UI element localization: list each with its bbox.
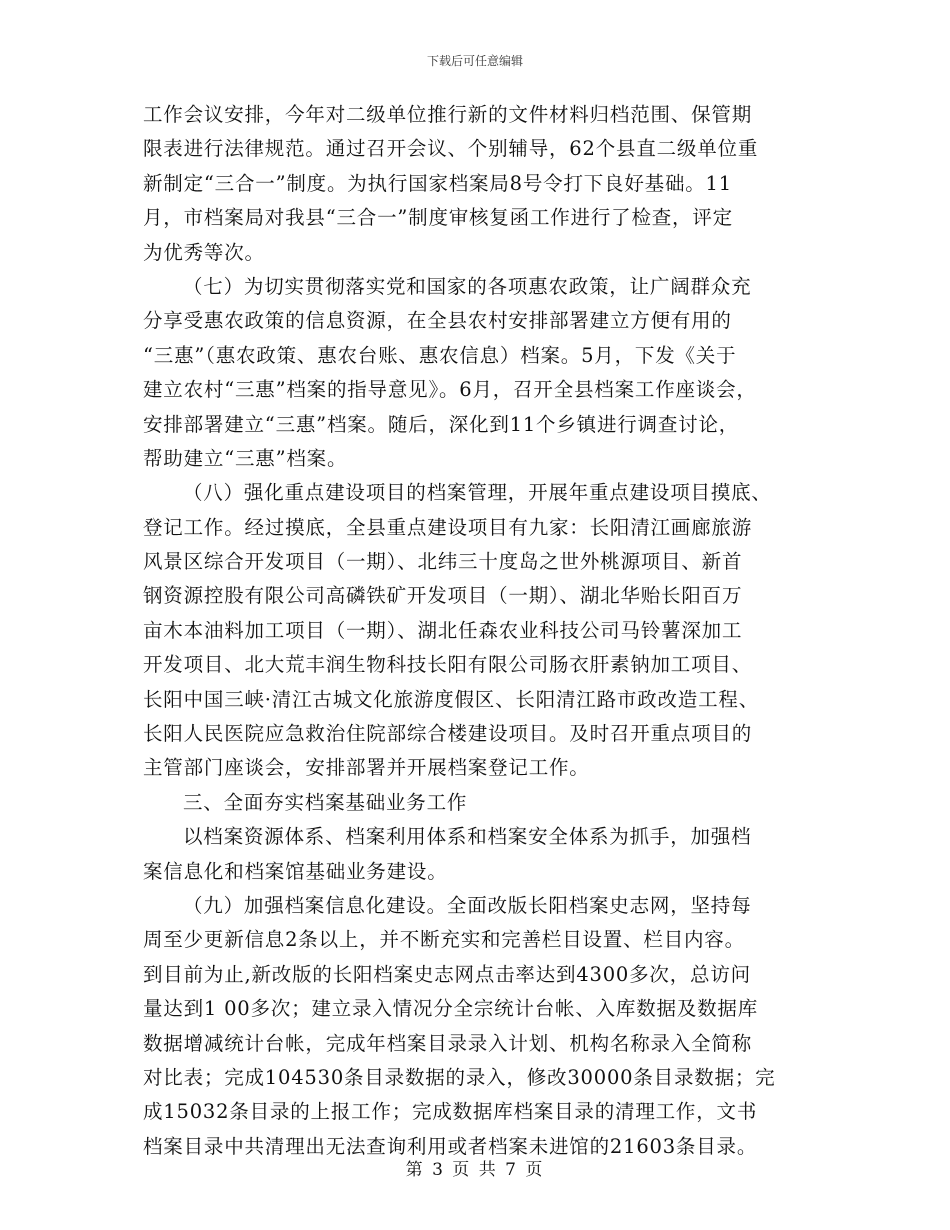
text-line: 分享受惠农政策的信息资源，在全县农村安排部署建立方便有用的 bbox=[143, 309, 732, 333]
text-line: 钢资源控股有限公司高磷铁矿开发项目（一期）、湖北华贻长阳百万 bbox=[143, 584, 743, 608]
text-line: 周至少更新信息2条以上，并不断充实和完善栏目设置、栏目内容。 bbox=[143, 928, 745, 952]
text-line: 帮助建立“三惠”档案。 bbox=[143, 446, 348, 470]
text-line: 登记工作。经过摸底，全县重点建设项目有九家：长阳清江画廊旅游 bbox=[143, 515, 753, 539]
text-line: 三、全面夯实档案基础业务工作 bbox=[183, 790, 468, 814]
text-line: 建立农村“三惠”档案的指导意见》。6月，召开全县档案工作座谈会， bbox=[143, 378, 757, 402]
text-line: 为优秀等次。 bbox=[143, 240, 265, 264]
page-header: 下载后可任意编辑 bbox=[426, 54, 523, 68]
text-line: 亩木本油料加工项目（一期）、湖北任森农业科技公司马铃薯深加工 bbox=[143, 618, 743, 642]
text-line: 成15032条目录的上报工作；完成数据库档案目录的清理工作，文书 bbox=[143, 1100, 758, 1124]
text-line: 以档案资源体系、档案利用体系和档案安全体系为抓手，加强档 bbox=[183, 825, 752, 849]
text-line: 长阳中国三峡·清江古城文化旅游度假区、长阳清江路市政改造工程、 bbox=[143, 687, 759, 711]
text-line: （七）为切实贯彻落实党和国家的各项惠农政策，让广阔群众充 bbox=[183, 274, 752, 298]
text-line: 案信息化和档案馆基础业务建设。 bbox=[143, 859, 448, 883]
text-line: 量达到1 00多次；建立录入情况分全宗统计台帐、入库数据及数据库 bbox=[143, 997, 759, 1021]
text-line: 到目前为止,新改版的长阳档案史志网点击率达到4300多次，总访问 bbox=[143, 962, 751, 986]
text-line: 风景区综合开发项目（一期）、北纬三十度岛之世外桃源项目、新首 bbox=[143, 550, 743, 574]
text-line: 工作会议安排，今年对二级单位推行新的文件材料归档范围、保管期 bbox=[143, 103, 753, 126]
text-line: 主管部门座谈会，安排部署并开展档案登记工作。 bbox=[143, 756, 590, 780]
text-line: 数据增减统计台帐，完成年档案目录录入计划、机构名称录入全简称 bbox=[143, 1031, 753, 1055]
text-line: （八）强化重点建设项目的档案管理，开展年重点建设项目摸底、 bbox=[183, 481, 772, 505]
text-line: 对比表；完成104530条目录数据的录入，修改30000条目录数据；完 bbox=[143, 1065, 776, 1089]
text-line: 长阳人民医院应急救治住院部综合楼建设项目。及时召开重点项目的 bbox=[143, 722, 753, 746]
text-line: 新制定“三合一”制度。为执行国家档案局8号令打下良好基础。11 bbox=[143, 171, 732, 195]
page-footer: 第 3 页 共 7 页 bbox=[405, 1160, 545, 1180]
document-body bbox=[143, 98, 823, 1164]
text-line: 开发项目、北大荒丰润生物科技长阳有限公司肠衣肝素钠加工项目、 bbox=[143, 653, 753, 677]
text-line: 安排部署建立“三惠”档案。随后，深化到11个乡镇进行调查讨论， bbox=[143, 412, 740, 436]
text-line: 限表进行法律规范。通过召开会议、个别辅导，62个县直二级单位重 bbox=[143, 137, 759, 161]
text-line: 月，市档案局对我县“三合一”制度审核复函工作进行了检查，评定 bbox=[143, 206, 733, 230]
text-line: “三惠”（惠农政策、惠农台账、惠农信息）档案。5月，下发《关于 bbox=[143, 343, 737, 367]
text-line: （九）加强档案信息化建设。全面改版长阳档案史志网，坚持每 bbox=[183, 893, 752, 917]
text-line: 档案目录中共清理出无法查询利用或者档案未进馆的21603条目录。 bbox=[143, 1134, 758, 1158]
